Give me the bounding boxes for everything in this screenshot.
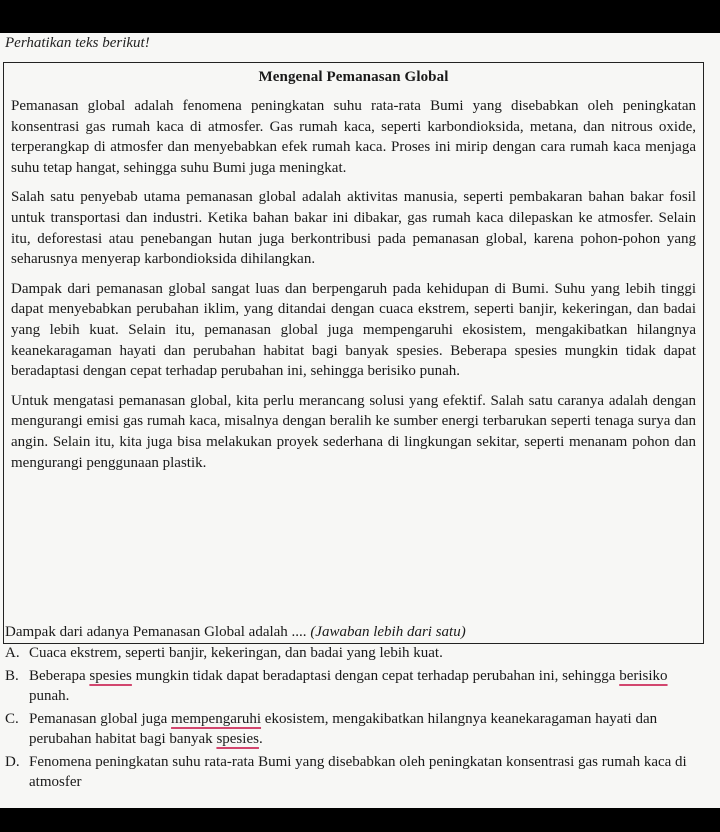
article-paragraph-3: Dampak dari pemanasan global sangat luas dan berpengaruh pada kehidupan di Bumi. Suhu yang lebih tinggi dapat menyebabkan perubahan iklim, yang ditandai dengan cuaca ekstrem, seperti banjir, kekeringan, dan badai yang lebih kuat. Selain itu, pemanasan global juga mempengaruhi ekosistem, mengakibatkan hilangnya keanekaragaman hayati dan perubahan habitat bagi banyak spesies. Beberapa spesies mungkin tidak dapat beradaptasi dengan cepat terhadap perubahan ini, sehingga berisiko punah. [11, 280, 696, 380]
option-letter: D. [5, 753, 20, 770]
article-paragraph-1: Pemanasan global adalah fenomena peningkatan suhu rata-rata Bumi yang disebabkan oleh peningkatan konsentrasi gas rumah kaca di atmosfer. Gas rumah kaca, seperti karbondioksida, metana, dan nitrous oxide, terperangkap di atmosfer dan menyebabkan efek rumah kaca. Proses ini mirip dengan cara rumah kaca menjaga suhu tetap hangat, sehingga suhu Bumi juga meningkat. [11, 98, 696, 176]
option-d[interactable] [5, 752, 710, 793]
answer-options [5, 643, 710, 795]
option-text: Beberapa spesies mungkin tidak dapat beradaptasi dengan cepat terhadap perubahan ini, sehingga berisiko punah. [29, 667, 668, 704]
question-hint: (Jawaban lebih dari satu) [310, 624, 466, 640]
option-text: Pemanasan global juga mempengaruhi ekosistem, mengakibatkan hilangnya keanekaragaman hayati dan perubahan habitat bagi banyak spesies. [29, 710, 658, 747]
option-b[interactable] [5, 666, 710, 707]
underlined-word: spesies [89, 667, 132, 684]
option-text: Fenomena peningkatan suhu rata-rata Bumi yang disebabkan oleh peningkatan konsentrasi gas rumah kaca di atmosfer [29, 753, 687, 790]
document-page [0, 33, 720, 808]
option-letter: B. [5, 667, 19, 684]
article-title: Mengenal Pemanasan Global [258, 69, 449, 85]
article-paragraph-2: Salah satu penyebab utama pemanasan global adalah aktivitas manusia, seperti pembakaran bahan bakar fosil untuk transportasi dan industri. Ketika bahan bakar ini dibakar, gas rumah kaca dilepaskan ke atmosfer. Selain itu, deforestasi atau penebangan hutan juga berkontribusi pada pemanasan global, karena pohon-pohon yang seharusnya menyerap karbondioksida dihilangkan. [11, 189, 696, 268]
instruction-text: Perhatikan teks berikut! [5, 35, 150, 51]
question-stem [5, 623, 466, 642]
underlined-word: spesies [216, 731, 259, 747]
question-text: Dampak dari adanya Pemanasan Global adalah .... [5, 624, 307, 640]
underlined-word: mempengaruhi [171, 710, 262, 727]
option-c[interactable] [5, 709, 710, 750]
option-letter: C. [5, 710, 19, 727]
option-letter: A. [5, 645, 20, 661]
article-paragraph-4: Untuk mengatasi pemanasan global, kita perlu merancang solusi yang efektif. Salah satu caranya adalah dengan mengurangi emisi gas rumah kaca, misalnya dengan beralih ke sumber energi terbarukan seperti tenaga surya dan angin. Selain itu, kita juga bisa melakukan proyek sederhana di lingkungan sekitar, seperti menanam pohon dan mengurangi penggunaan plastik. [11, 392, 696, 471]
article-box [3, 62, 704, 644]
underlined-word: berisiko [619, 667, 668, 684]
option-text: Cuaca ekstrem, seperti banjir, kekeringan, dan badai yang lebih kuat. [29, 645, 443, 661]
option-a[interactable] [5, 643, 710, 664]
